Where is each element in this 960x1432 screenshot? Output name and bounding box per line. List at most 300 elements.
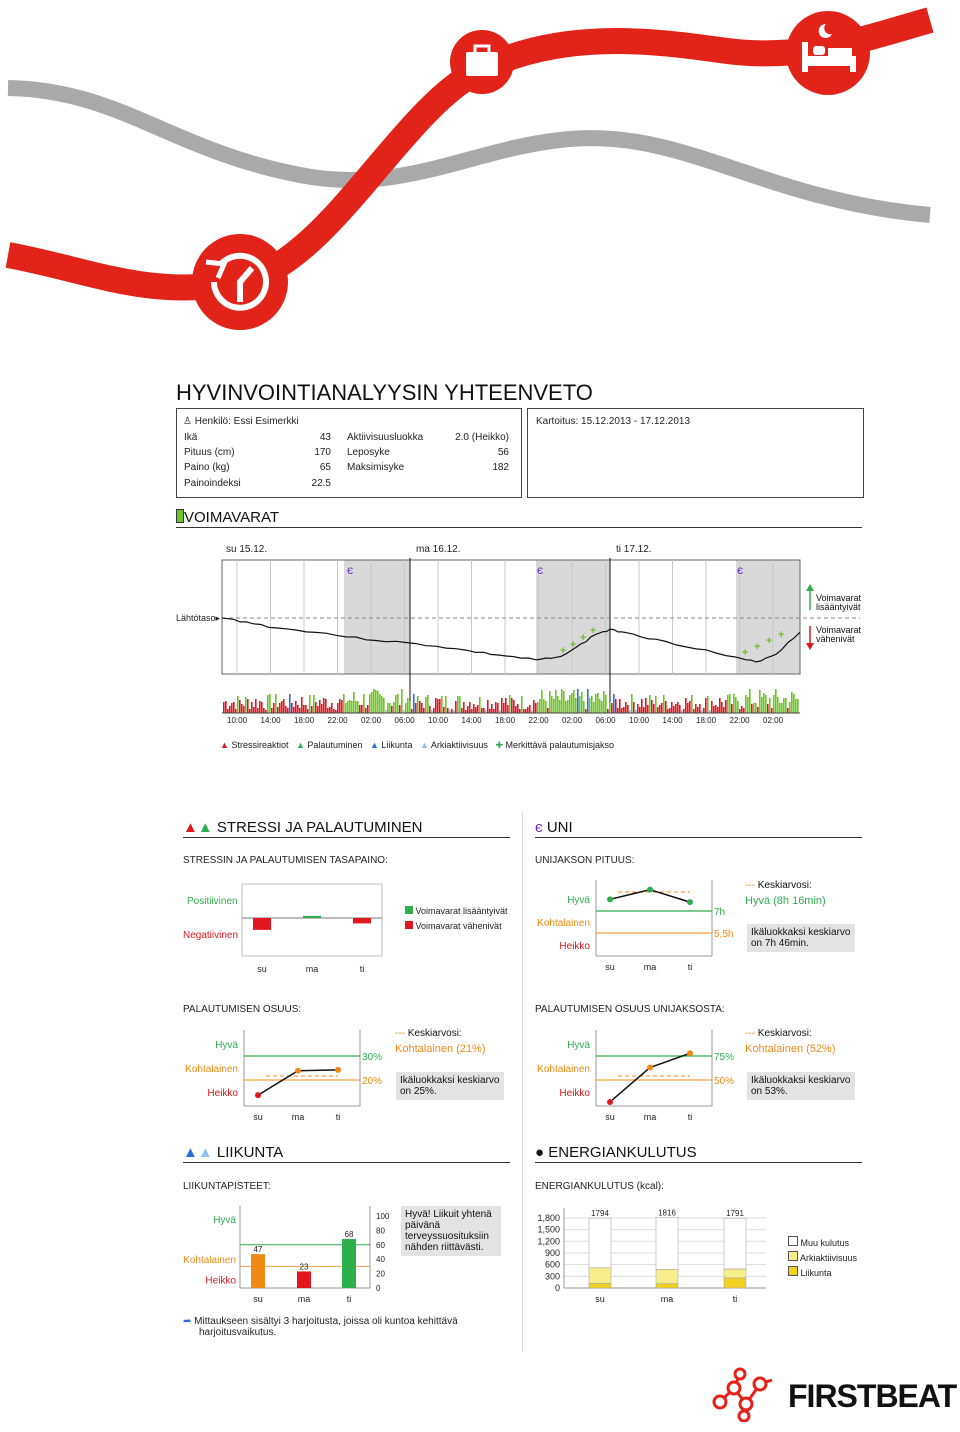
activity-bar — [375, 690, 377, 713]
time-tick-label: 22:00 — [528, 716, 549, 725]
palautuminen-subtitle: PALAUTUMISEN OSUUS: — [183, 1004, 302, 1015]
activity-bar — [775, 689, 777, 713]
night-band — [536, 560, 610, 674]
activity-bar — [401, 689, 403, 713]
pal-age-note: Ikäluokkaksi keskiarvo on 25%. — [396, 1072, 504, 1100]
activity-bar — [595, 694, 597, 713]
y-tick-label: 40 — [376, 1255, 385, 1265]
recovery-plus-mark: + — [742, 647, 749, 659]
sleep-recovery-share-chart — [530, 1024, 742, 1124]
sleep-length-chart — [530, 874, 740, 974]
activity-bar — [545, 701, 547, 713]
activity-bar — [365, 708, 367, 713]
liikunta-note: Hyvä! Liikuit yhtenä päivänä terveyssuosituksiin nähden riittävästi. — [401, 1206, 501, 1256]
activity-bar — [355, 701, 357, 713]
activity-bar — [269, 694, 271, 713]
energia-title: ● ENERGIANKULUTUS — [535, 1144, 862, 1163]
time-tick-label: 10:00 — [227, 716, 248, 725]
activity-bar — [795, 699, 797, 713]
activity-bar — [383, 698, 385, 713]
activity-bar — [733, 694, 735, 713]
activity-bar — [645, 698, 647, 713]
activity-bar — [611, 703, 613, 713]
level-medium-label: Kohtalainen — [537, 918, 590, 929]
energia-subtitle: ENERGIANKULUTUS (kcal): — [535, 1181, 664, 1192]
down-label: Voimavarat vähenivät — [816, 625, 862, 644]
y-tick-label: 60 — [376, 1240, 385, 1250]
legend-down: Voimavarat vähenivät — [405, 921, 502, 931]
activity-bar — [751, 704, 753, 713]
activity-bar — [737, 701, 739, 713]
activity-bar — [371, 692, 373, 713]
activity-bar — [295, 701, 297, 713]
activity-bar — [239, 700, 241, 713]
activity-bar — [673, 706, 675, 713]
x-tick-label: ti — [335, 1112, 341, 1122]
activity-bar — [651, 700, 653, 713]
person-name: Henkilö: Essi Esimerkki — [194, 416, 299, 427]
level-medium-label: Kohtalainen — [185, 1064, 238, 1075]
legend-up: Voimavarat lisääntyivät — [405, 906, 508, 916]
activity-bar — [539, 699, 541, 713]
activity-bar — [555, 690, 557, 713]
ref-high-label: 7h — [714, 907, 726, 918]
activity-bar — [323, 698, 325, 713]
activity-bar — [223, 702, 225, 713]
data-point — [687, 899, 693, 905]
activity-bar — [259, 701, 261, 713]
activity-bar — [671, 702, 673, 713]
time-tick-label: 18:00 — [495, 716, 516, 725]
sleep-icon: є — [537, 563, 544, 577]
balance-bar — [303, 916, 321, 918]
day-label-ti: ti 17.12. — [616, 544, 652, 555]
activity-bar — [267, 695, 269, 713]
activity-bar — [341, 700, 343, 713]
activity-bar — [749, 689, 751, 713]
activity-bar — [679, 705, 681, 713]
day-label-su: su 15.12. — [226, 544, 268, 555]
weight-key: Paino (kg) — [184, 462, 230, 473]
activity-bar — [285, 706, 287, 713]
activity-bar — [247, 699, 249, 713]
y-tick-label: 80 — [376, 1226, 385, 1236]
firstbeat-logo-icon — [710, 1366, 780, 1422]
liikunta-footer: ➦ Mittaukseen sisältyi 3 harjoitusta, joissa oli kuntoa kehittävä harjoitusvaikutus. — [183, 1316, 458, 1338]
activity-bar — [353, 692, 355, 713]
activity-bar — [613, 694, 615, 713]
time-tick-label: 18:00 — [294, 716, 315, 725]
activity-bar — [541, 690, 543, 713]
activity-bar — [301, 697, 303, 713]
activity-bar — [233, 702, 235, 713]
x-tick-label: ma — [305, 964, 319, 974]
activity-bar — [495, 702, 497, 713]
activity-bar — [513, 700, 515, 713]
activity-bar — [567, 700, 569, 713]
level-medium-label: Kohtalainen — [183, 1255, 236, 1267]
activity-legend-icon: ▲ — [419, 740, 429, 750]
activity-bar — [469, 702, 471, 713]
x-tick-label: su — [605, 1112, 615, 1122]
activity-bar — [487, 700, 489, 713]
activity-bar — [507, 705, 509, 713]
activity-bar — [451, 709, 453, 713]
activity-bar — [577, 689, 579, 713]
level-medium-label: Kohtalainen — [537, 1064, 590, 1075]
activity-bar — [297, 705, 299, 713]
activity-bar — [475, 707, 477, 713]
activity-bar — [563, 691, 565, 713]
activity-bar — [391, 706, 393, 713]
activity-bar — [655, 696, 657, 713]
bar-total-label: 1816 — [658, 1208, 676, 1218]
series-line — [610, 1053, 690, 1102]
activity-bar — [741, 706, 743, 713]
energy-bar-segment — [589, 1218, 611, 1268]
activity-bar — [615, 699, 617, 713]
energy-legend: Muu kulutus Arkiaktiivisuus Liikunta — [788, 1236, 857, 1281]
activity-bar — [759, 690, 761, 713]
activity-bar — [711, 701, 713, 713]
up-label: Voimavarat lisääntyivät — [816, 593, 862, 612]
energy-chart — [530, 1200, 780, 1310]
ref-high-label: 30% — [362, 1052, 383, 1063]
activity-bar — [457, 696, 459, 713]
activity-bar — [765, 695, 767, 713]
activity-bar — [241, 704, 243, 713]
activity-bar — [525, 709, 527, 713]
activity-class-key: Aktiivisuusluokka — [347, 432, 424, 443]
activity-bar — [793, 694, 795, 713]
exercise-icon: ▲ — [183, 1144, 198, 1161]
battery-icon — [176, 509, 184, 523]
activity-bar — [683, 709, 685, 713]
recovery-share-chart — [178, 1024, 390, 1124]
activity-bar — [389, 703, 391, 713]
data-point — [295, 1068, 301, 1074]
height-key: Pituus (cm) — [184, 447, 235, 458]
report-title: HYVINVOINTIANALYYSIN YHTEENVETO — [176, 380, 593, 405]
stressi-subtitle: STRESSIN JA PALAUTUMISEN TASAPAINO: — [183, 855, 388, 866]
energy-bar-segment — [724, 1269, 746, 1278]
time-tick-label: 10:00 — [629, 716, 650, 725]
activity-bar — [397, 694, 399, 713]
balance-bar — [253, 918, 271, 930]
y-tick-label: 600 — [544, 1259, 560, 1270]
activity-bar — [713, 706, 715, 713]
activity-bar — [693, 709, 695, 713]
activity-bar — [781, 703, 783, 713]
activity-bar — [697, 707, 699, 713]
activity-bar — [757, 707, 759, 713]
activity-bar — [599, 699, 601, 713]
recovery-plus-mark: + — [590, 625, 597, 637]
level-good-label: Hyvä — [213, 1215, 236, 1227]
time-tick-label: 02:00 — [562, 716, 583, 725]
y-tick-label: 1,200 — [537, 1236, 560, 1247]
activity-bar — [621, 708, 623, 713]
ref-low-label: 20% — [362, 1076, 383, 1087]
y-tick-label: 1,800 — [537, 1212, 560, 1223]
activity-bar — [725, 700, 727, 713]
level-poor-label: Heikko — [559, 1088, 590, 1099]
activity-bar — [343, 694, 345, 713]
activity-bar — [255, 699, 257, 713]
time-tick-label: 10:00 — [428, 716, 449, 725]
baseline-label: Lähtötaso▸ — [176, 613, 221, 623]
activity-bar — [369, 694, 371, 713]
activity-bar — [479, 697, 481, 713]
energy-icon: ● — [535, 1144, 545, 1161]
activity-bar — [603, 691, 605, 713]
max-hr-key: Maksimisyke — [347, 462, 405, 473]
level-poor-label: Heikko — [205, 1275, 236, 1287]
time-tick-label: 06:00 — [394, 716, 415, 725]
activity-bar — [349, 700, 351, 713]
x-tick-label: ma — [297, 1294, 311, 1304]
kartoitus-box — [527, 408, 864, 498]
activity-bar — [517, 704, 519, 713]
weight-value: 65 — [319, 462, 331, 473]
activity-bar — [271, 708, 273, 713]
activity-bar — [359, 705, 361, 713]
activity-bar — [227, 709, 229, 713]
activity-bar — [289, 694, 291, 713]
time-tick-label: 06:00 — [595, 716, 616, 725]
activity-bar — [519, 709, 521, 713]
activity-bar — [597, 693, 599, 713]
person-box — [176, 408, 522, 498]
activity-bar — [761, 697, 763, 713]
bed-icon-badge — [786, 11, 870, 95]
time-tick-label: 22:00 — [729, 716, 750, 725]
ref-high-label: 75% — [714, 1052, 735, 1063]
activity-bar — [439, 699, 441, 713]
column-divider — [522, 812, 523, 1352]
activity-bar — [605, 695, 607, 713]
activity-bar — [677, 702, 679, 713]
activity-bar — [245, 697, 247, 713]
energy-bar-segment — [724, 1218, 746, 1269]
person-icon: ♙ — [183, 416, 192, 427]
x-tick-label: ma — [291, 1112, 305, 1122]
uni-age-note: Ikäluokkaksi keskiarvo on 7h 46min. — [747, 924, 855, 952]
activity-bar — [327, 708, 329, 713]
activity-bar — [311, 706, 313, 713]
x-tick-label: su — [253, 1112, 263, 1122]
energy-bar-segment — [724, 1278, 746, 1288]
activity-bar — [329, 707, 331, 713]
activity-bar — [601, 701, 603, 713]
stress-legend-icon: ▲ — [220, 740, 229, 750]
activity-bar — [639, 707, 641, 713]
bar-value-label: 23 — [299, 1262, 309, 1272]
activity-bar — [689, 701, 691, 713]
activity-bar — [503, 703, 505, 713]
time-tick-label: 02:00 — [763, 716, 784, 725]
activity-bar — [747, 697, 749, 713]
activity-bar — [321, 704, 323, 713]
activity-icon: ▲ — [197, 1144, 213, 1161]
recovery-legend-icon: ▲ — [295, 740, 305, 750]
liikunta-subtitle: LIIKUNTAPISTEET: — [183, 1181, 271, 1192]
activity-bar — [277, 707, 279, 713]
activity-bar — [481, 708, 483, 713]
activity-bar — [537, 702, 539, 713]
exercise-legend-icon: ▲ — [369, 740, 379, 750]
activity-bar — [715, 705, 717, 713]
time-tick-label: 14:00 — [461, 716, 482, 725]
activity-bar — [641, 699, 643, 713]
activity-bar — [743, 708, 745, 713]
activity-bar — [325, 699, 327, 713]
activity-bar — [589, 698, 591, 713]
x-tick-label: su — [253, 1294, 263, 1304]
activity-bar — [253, 707, 255, 713]
positive-label: Positiivinen — [187, 896, 238, 907]
data-point — [255, 1092, 261, 1098]
level-good-label: Hyvä — [567, 1040, 590, 1051]
x-tick-label: ma — [643, 962, 657, 972]
x-tick-label: su — [595, 1294, 605, 1304]
activity-bar — [303, 705, 305, 713]
x-tick-label: ma — [660, 1294, 674, 1304]
activity-bar — [661, 703, 663, 713]
activity-bar — [585, 709, 587, 713]
y-tick-label: 900 — [544, 1247, 560, 1258]
activity-bar — [407, 698, 409, 713]
activity-bar — [415, 703, 417, 713]
activity-bar — [643, 707, 645, 713]
activity-bar — [315, 702, 317, 713]
activity-bar — [703, 708, 705, 713]
briefcase-icon-badge — [450, 30, 514, 94]
activity-bar — [367, 705, 369, 713]
palu-avg: --- Keskiarvosi: Kohtalainen (52%) — [745, 1028, 836, 1055]
activity-bar — [667, 709, 669, 713]
bmi-key: Painoindeksi — [184, 478, 241, 489]
activity-bar — [243, 706, 245, 713]
activity-bar — [763, 693, 765, 713]
activity-bar — [657, 707, 659, 713]
activity-bar — [427, 695, 429, 713]
bar-total-label: 1794 — [591, 1209, 609, 1219]
activity-bar — [395, 695, 397, 713]
activity-bar — [649, 695, 651, 713]
activity-bar — [685, 698, 687, 713]
activity-bar — [719, 698, 721, 713]
activity-bar — [755, 703, 757, 713]
activity-bar — [669, 708, 671, 713]
activity-bar — [317, 706, 319, 713]
activity-bar — [581, 692, 583, 713]
briefcase-icon — [466, 52, 498, 76]
activity-bar — [663, 695, 665, 713]
activity-bar — [527, 707, 529, 713]
activity-bar — [417, 696, 419, 713]
activity-bar — [483, 708, 485, 713]
activity-bar — [787, 708, 789, 713]
activity-bar — [559, 700, 561, 713]
activity-bar — [459, 696, 461, 713]
activity-bar — [405, 703, 407, 713]
time-tick-label: 02:00 — [361, 716, 382, 725]
activity-bar — [423, 708, 425, 713]
bar-value-label: 68 — [344, 1230, 354, 1240]
activity-bar — [471, 709, 473, 713]
activity-bar — [275, 694, 277, 713]
exercise-bar — [297, 1271, 311, 1288]
x-tick-label: ti — [359, 964, 365, 974]
palu-age-note: Ikäluokkaksi keskiarvo on 53%. — [747, 1072, 855, 1100]
activity-bar — [279, 703, 281, 713]
stress-balance-chart — [240, 882, 390, 978]
activity-bar — [723, 707, 725, 713]
recovery-plus-mark: + — [580, 632, 587, 644]
activity-bar — [617, 708, 619, 713]
activity-bar — [229, 706, 231, 713]
time-tick-label: 14:00 — [662, 716, 683, 725]
day-label-ma: ma 16.12. — [416, 544, 461, 555]
ref-low-label: 50% — [714, 1076, 735, 1087]
activity-bar — [523, 709, 525, 713]
activity-bar — [705, 698, 707, 713]
level-good-label: Hyvä — [215, 1040, 238, 1051]
activity-bar — [445, 696, 447, 713]
recovery-icon: ▲ — [197, 819, 213, 836]
activity-bar — [633, 702, 635, 713]
activity-bar — [463, 702, 465, 713]
activity-bar — [447, 708, 449, 713]
activity-bar — [753, 703, 755, 713]
activity-bar — [379, 694, 381, 713]
activity-bar — [249, 709, 251, 713]
activity-bar — [695, 704, 697, 713]
activity-bar — [653, 704, 655, 713]
activity-bar — [291, 703, 293, 713]
activity-bar — [501, 698, 503, 713]
data-point — [607, 1099, 613, 1105]
time-axis — [220, 716, 820, 728]
activity-bar — [509, 695, 511, 713]
activity-bar — [443, 707, 445, 713]
activity-bar — [625, 702, 627, 713]
activity-bar — [535, 703, 537, 713]
activity-bar — [587, 689, 589, 713]
activity-bar — [735, 697, 737, 713]
activity-bar — [745, 695, 747, 713]
activity-bar — [623, 707, 625, 713]
activity-bar — [251, 702, 253, 713]
activity-bar — [707, 696, 709, 713]
data-point — [607, 896, 613, 902]
bar-value-label: 47 — [253, 1245, 263, 1255]
bar-total-label: 1791 — [726, 1209, 744, 1219]
activity-bar — [435, 698, 437, 713]
stressi-title: ▲▲ STRESSI JA PALAUTUMINEN — [183, 819, 510, 838]
activity-bar — [393, 702, 395, 713]
data-point — [687, 1050, 693, 1056]
activity-bar — [533, 700, 535, 713]
activity-bar — [437, 699, 439, 713]
activity-bar — [573, 690, 575, 713]
activity-bar — [785, 698, 787, 713]
uni-subtitle: UNIJAKSON PITUUS: — [535, 855, 635, 866]
voimavarat-title: VOIMAVARAT — [176, 509, 862, 528]
activity-bar — [425, 697, 427, 713]
activity-bar — [399, 705, 401, 713]
